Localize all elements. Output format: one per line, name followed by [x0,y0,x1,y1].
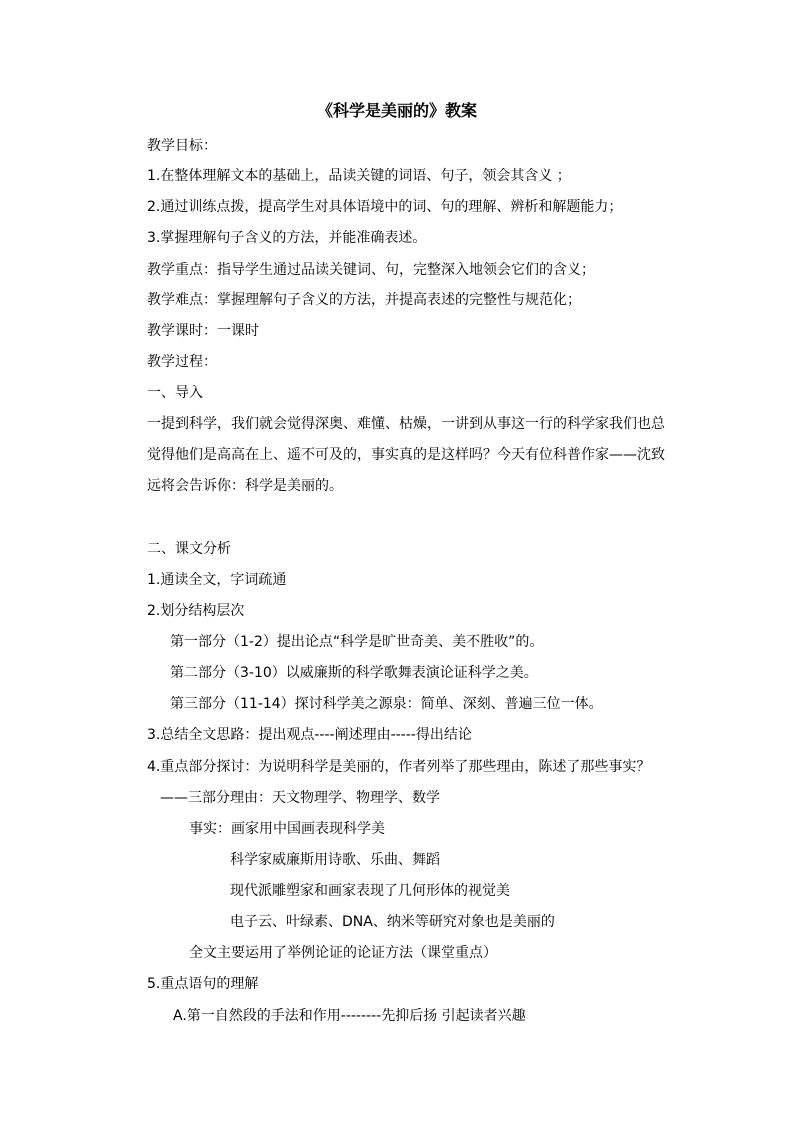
structure-part-2: 第二部分（3-10）以威廉斯的科学歌舞表演论证科学之美。 [170,665,538,681]
objectives-heading: 教学目标： [147,138,217,154]
facts-label: 事实：画家用中国画表现科学美 [189,821,385,837]
difficulty: 教学难点：掌握理解句子含义的方法，并提高表述的完整性与规范化； [147,292,581,308]
method-note: 全文主要运用了举例论证的论证方法（课堂重点） [189,945,497,961]
item-1: 1.通读全文，字词疏通 [147,572,287,588]
structure-part-3: 第三部分（11-14）探讨科学美之源泉：简单、深刻、普遍三位一体。 [170,696,603,712]
objective-2: 2.通过训练点拨，提高学生对具体语境中的词、句的理解、辨析和解题能力； [147,199,623,215]
fact-4: 电子云、叶绿素、DNA、纳米等研究对象也是美丽的 [230,914,555,930]
item-5a: A.第一自然段的手法和作用--------先抑后扬 引起读者兴趣 [173,1008,526,1024]
item-4: 4.重点部分探讨：为说明科学是美丽的，作者列举了那些理由，陈述了那些事实？ [147,759,651,775]
document-title: 《科学是美丽的》教案 [316,101,477,120]
objective-1: 1.在整体理解文本的基础上，品读关键的词语、句子，领会其含义 ； [147,168,571,184]
item-3: 3.总结全文思路：提出观点----阐述理由-----得出结论 [147,727,472,743]
item-2: 2.划分结构层次 [147,603,245,619]
item-5: 5.重点语句的理解 [147,976,259,992]
section-1-heading: 一、导入 [147,385,203,401]
objective-3: 3.掌握理解句子含义的方法，并能准确表述。 [147,230,427,246]
structure-part-1: 第一部分（1-2）提出论点“科学是旷世奇美、美不胜收”的。 [170,634,544,650]
section-2-heading: 二、课文分析 [147,541,231,557]
fact-2: 科学家威廉斯用诗歌、乐曲、舞蹈 [230,852,440,868]
key-point: 教学重点：指导学生通过品读关键词、句，完整深入地领会它们的含义； [147,262,595,278]
process-heading: 教学过程： [147,354,217,370]
class-hours: 教学课时：一课时 [147,323,259,339]
intro-paragraph: 一提到科学，我们就会觉得深奥、难懂、枯燥，一讲到从事这一行的科学家我们也总觉得他们是高高在上、遥不可及的，事实真的是这样吗？今天有位科普作家——沈致远将会告诉你：科学是美丽的。 [147,416,665,494]
reasons: ——三部分理由：天文物理学、物理学、数学 [160,790,440,806]
fact-3: 现代派雕塑家和画家表现了几何形体的视觉美 [230,883,510,899]
